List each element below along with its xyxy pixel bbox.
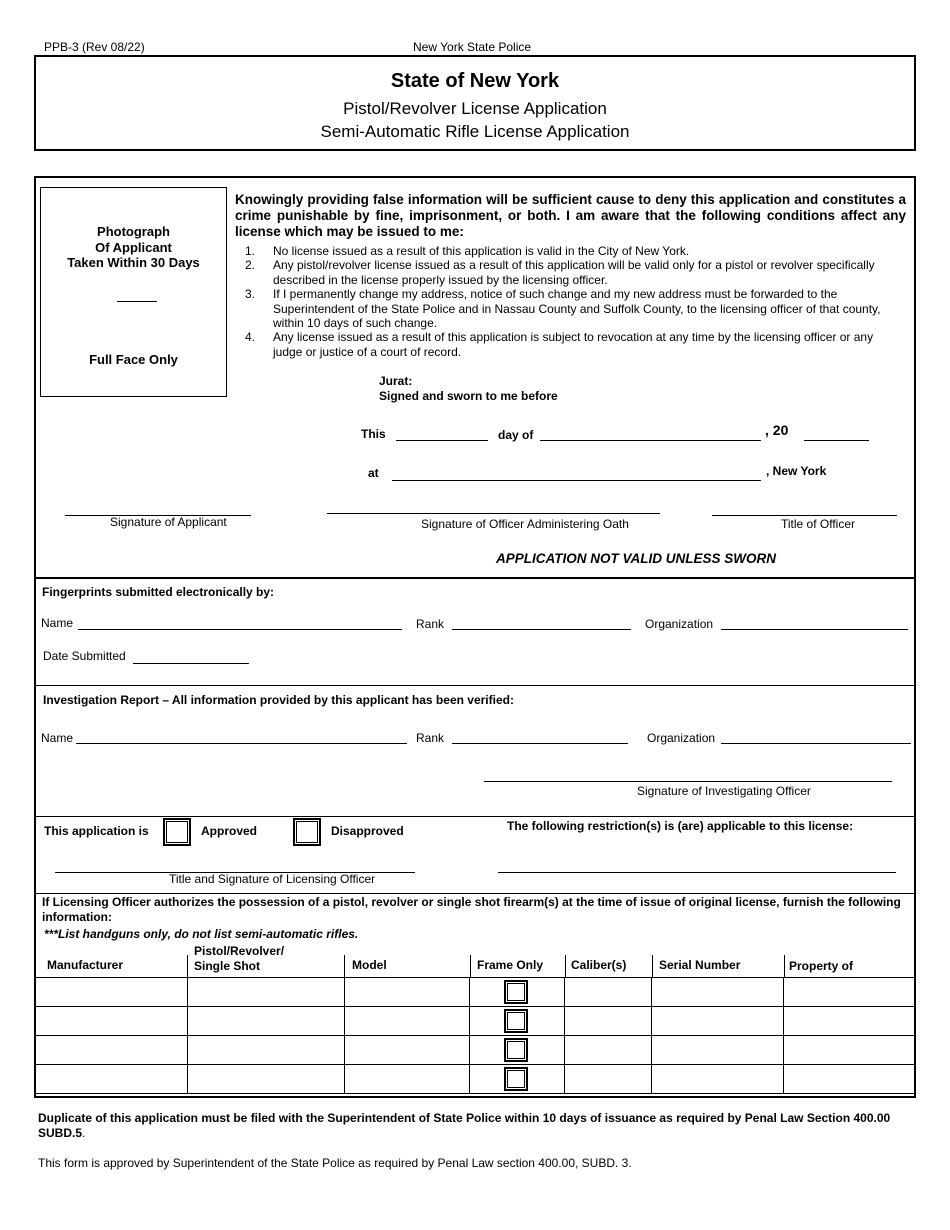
firearm-cell[interactable] (36, 1065, 188, 1094)
subtitle-rifle: Semi-Automatic Rifle License Application (320, 122, 630, 141)
agency-name: New York State Police (413, 40, 532, 54)
firearm-cell[interactable] (36, 1007, 188, 1036)
officer-signature-label: Signature of Officer Administering Oath (421, 517, 629, 531)
fp-date-field[interactable] (133, 649, 249, 664)
header-sep (187, 955, 188, 977)
applicant-signature-field[interactable] (65, 501, 251, 516)
licensing-signature-field[interactable] (55, 858, 415, 873)
subtitle-pistol: Pistol/Revolver License Application (343, 99, 607, 118)
firearm-cell[interactable] (344, 1036, 470, 1065)
fp-rank-field[interactable] (452, 615, 631, 630)
fp-org-label: Organization (645, 617, 714, 631)
firearm-cell[interactable] (470, 978, 565, 1007)
at-label: at (368, 466, 379, 480)
divider-fingerprints (34, 577, 916, 579)
photo-label-1: Photograph (97, 224, 170, 239)
month-field[interactable] (540, 426, 761, 441)
header-sep (470, 955, 471, 977)
officer-signature-field[interactable] (327, 499, 660, 514)
firearm-row (36, 978, 915, 1007)
inv-signature-field[interactable] (484, 767, 892, 782)
header-sep (652, 955, 653, 977)
firearm-cell[interactable] (344, 1065, 470, 1094)
not-valid-notice: APPLICATION NOT VALID UNLESS SWORN (496, 551, 776, 566)
photo-label-2: Of Applicant (95, 240, 172, 255)
firearm-cell[interactable] (652, 1007, 784, 1036)
firearm-cell[interactable] (652, 1065, 784, 1094)
firearm-cell[interactable] (784, 1007, 915, 1036)
applicant-signature-label: Signature of Applicant (110, 515, 227, 529)
firearm-cell[interactable] (652, 978, 784, 1007)
header-sep (784, 955, 785, 977)
firearm-cell[interactable] (565, 1036, 652, 1065)
firearm-cell[interactable] (187, 1007, 344, 1036)
firearms-note: ***List handguns only, do not list semi-automatic rifles. (44, 927, 359, 941)
divider-firearms (34, 893, 916, 894)
firearm-row (36, 1065, 915, 1094)
year-field[interactable] (804, 426, 869, 441)
col-frame-only: Frame Only (477, 958, 544, 972)
approval-notice: This form is approved by Superintendent of the State Police as required by Penal Law section 400.00, SUBD. 3. (38, 1156, 632, 1170)
licensing-signature-label: Title and Signature of Licensing Officer (169, 872, 376, 886)
firearm-cell[interactable] (187, 1036, 344, 1065)
col-serial: Serial Number (659, 958, 741, 972)
fp-name-label: Name (41, 616, 74, 630)
inv-name-field[interactable] (76, 729, 407, 744)
officer-title-label: Title of Officer (781, 517, 856, 531)
firearm-cell[interactable] (187, 1065, 344, 1094)
firearm-cell[interactable] (344, 1007, 470, 1036)
firearm-cell[interactable] (36, 1036, 188, 1065)
col-type-line2: Single Shot (194, 959, 260, 973)
firearm-cell[interactable] (784, 978, 915, 1007)
firearms-table (35, 977, 915, 1094)
header-sep (344, 955, 345, 977)
firearm-cell[interactable] (344, 978, 470, 1007)
inv-signature-label: Signature of Investigating Officer (637, 784, 811, 798)
photo-divider (117, 301, 157, 302)
divider-decision (34, 816, 916, 817)
jurat-label: Jurat: (379, 374, 413, 388)
firearm-cell[interactable] (470, 1036, 565, 1065)
col-caliber: Caliber(s) (571, 958, 627, 972)
fp-org-field[interactable] (721, 615, 908, 630)
firearm-cell[interactable] (784, 1065, 915, 1094)
firearm-cell[interactable] (565, 1007, 652, 1036)
col-property: Property of (789, 959, 854, 973)
firearm-cell[interactable] (652, 1036, 784, 1065)
inv-rank-label: Rank (416, 731, 445, 745)
duplicate-notice: Duplicate of this application must be filed with the Superintendent of State Police within 10 days of issuance as required by Penal Law Section 400.00 SUBD.5. (38, 1111, 891, 1140)
inv-org-field[interactable] (721, 729, 911, 744)
new-york-label: , New York (766, 464, 827, 478)
col-manufacturer: Manufacturer (47, 958, 124, 972)
col-model: Model (352, 958, 387, 972)
firearm-cell[interactable] (187, 978, 344, 1007)
approved-label: Approved (201, 824, 258, 838)
photo-box[interactable] (40, 187, 227, 397)
investigation-heading: Investigation Report – All information provided by this applicant has been verified: (43, 693, 514, 707)
approved-checkbox[interactable] (163, 818, 191, 846)
frame-only-checkbox[interactable] (504, 1067, 528, 1091)
firearm-row (36, 1007, 915, 1036)
day-of-label: day of (498, 428, 534, 442)
photo-label-4: Full Face Only (89, 352, 178, 367)
disapproved-label: Disapproved (331, 824, 404, 838)
restrictions-label: The following restriction(s) is (are) applicable to this license: (507, 819, 854, 833)
officer-title-field[interactable] (712, 501, 897, 516)
firearm-cell[interactable] (784, 1036, 915, 1065)
location-field[interactable] (392, 466, 761, 481)
frame-only-checkbox[interactable] (504, 1009, 528, 1033)
day-field[interactable] (396, 426, 488, 441)
jurat-signed: Signed and sworn to me before (379, 389, 558, 403)
application-is-label: This application is (44, 824, 149, 838)
firearm-cell[interactable] (565, 978, 652, 1007)
page-title: State of New York (390, 70, 560, 92)
firearm-cell[interactable] (36, 978, 188, 1007)
firearm-cell[interactable] (470, 1065, 565, 1094)
year-prefix-label: , 20 (765, 422, 789, 438)
inv-name-label: Name (41, 731, 74, 745)
warning-text: Knowingly providing false information will be sufficient cause to deny this application and constitutes a crime punishable by fine, imprisonment, or both. I am aware that the following conditions affect any license which may be issued to me: (235, 192, 906, 239)
divider-investigation (34, 685, 916, 686)
inv-org-label: Organization (647, 731, 716, 745)
firearm-cell[interactable] (565, 1065, 652, 1094)
fingerprints-heading: Fingerprints submitted electronically by: (42, 585, 275, 599)
firearm-row (36, 1036, 915, 1065)
fp-name-field[interactable] (78, 615, 402, 630)
restrictions-field[interactable] (498, 858, 896, 873)
fp-rank-label: Rank (416, 617, 445, 631)
disapproved-checkbox[interactable] (293, 818, 321, 846)
frame-only-checkbox[interactable] (504, 980, 528, 1004)
this-label: This (361, 427, 386, 441)
title-box (34, 55, 916, 151)
form-id: PPB-3 (Rev 08/22) (44, 40, 145, 54)
fp-date-label: Date Submitted (43, 649, 126, 663)
photo-label-3: Taken Within 30 Days (67, 255, 200, 270)
firearms-intro: If Licensing Officer authorizes the possession of a pistol, revolver or single shot firearm(s) at the time of issue of original license, furnish the following information: (42, 895, 901, 924)
col-type-line1: Pistol/Revolver/ (194, 944, 285, 958)
header-sep (565, 955, 566, 977)
inv-rank-field[interactable] (452, 729, 628, 744)
frame-only-checkbox[interactable] (504, 1038, 528, 1062)
firearm-cell[interactable] (470, 1007, 565, 1036)
